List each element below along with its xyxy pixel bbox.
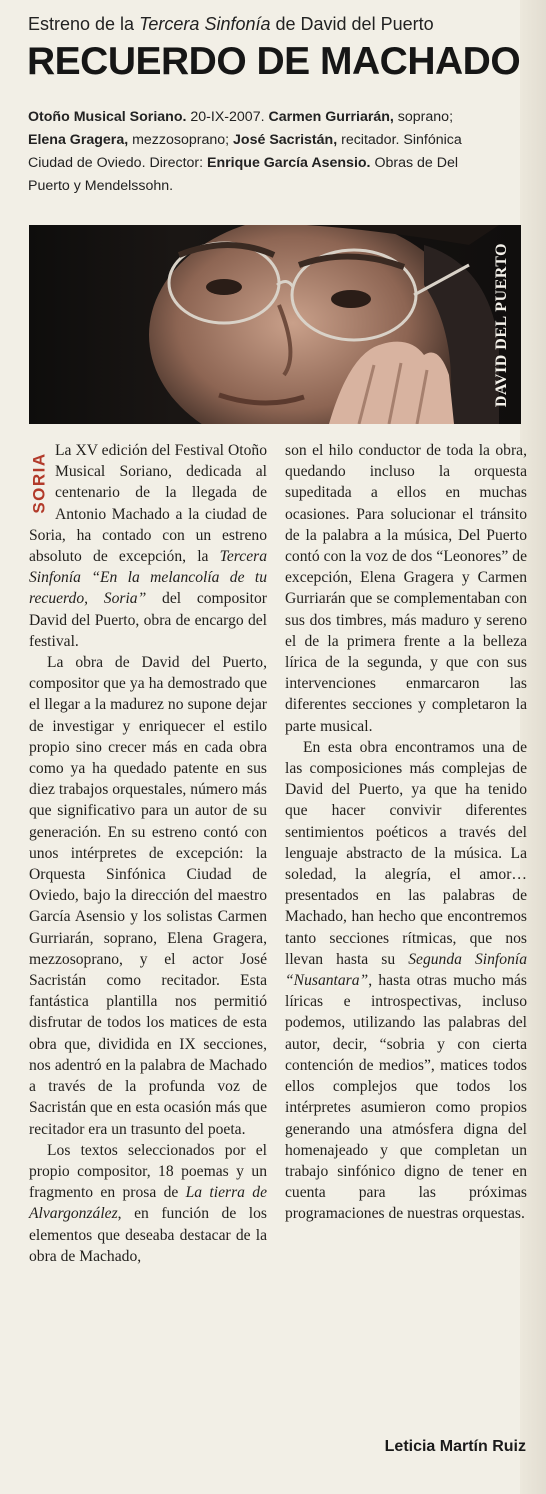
credit-soprano: Carmen Gurriarán, [268,109,394,125]
author-signature: Leticia Martín Ruiz [384,1438,526,1455]
paragraph [29,440,267,652]
text-run: En esta obra encontramos una de las composiciones más complejas de David del Puerto, ya que ha tenido que hacer convivir diferentes sentimientos poéticos a través del lenguaje abstracto de la música. La soledad, la alegría, el amor… presentados en las palabras de Machado, han hecho que encontremos tanto secciones rítmicas, que nos llevan hasta su [285,738,527,968]
credit-reciter: José Sacristán, [233,132,338,148]
paragraph [29,1140,267,1267]
photo-caption [489,225,515,424]
left-column [29,440,267,1267]
article-kicker [28,14,434,35]
credit-program: Obras de Del Puerto y Mendelssohn. [28,155,459,194]
credit-role: soprano; [393,109,454,125]
credit-festival: Otoño Musical Soriano. [28,109,187,125]
concert-credits [28,106,480,198]
credit-role: recitador. Sinfónica Ciudad de Oviedo. Director: [28,132,462,171]
section-tag-text: SORIA [30,452,49,514]
text-run: Los textos seleccionados por el propio compositor, 18 poemas y un fragmento en prosa de [29,1141,267,1202]
text-run: , en función de los elementos que deseaba destacar de la obra de Machado, [29,1205,267,1265]
article-headline: RECUERDO DE MACHADO [27,40,521,83]
text-run: La XV edición del Festival Otoño Musical Soriano, dedicada al centenario de la llegada de Antonio Machado a la ciudad de Soria, ha contado con un estreno absoluto de excepción, la [29,442,267,566]
photo-caption-text: DAVID DEL PUERTO [493,242,510,407]
work-title: Segunda Sinfonía “Nusantara” [285,950,527,990]
paragraph: son el hilo conductor de toda la obra, quedando incluso la orquesta supeditada a ellos en muchas ocasiones. Para solucionar el tránsito de la palabra a la música, Del Puerto contó con la voz de dos “Leonores” de excepción, Elena Gragera y Carmen Gurriarán que se complementaban con sus dos timbres, más maduro y sereno el de la primera frente a la belleza lírica de la segunda, y que con sus intervenciones enmarcaron las diferentes secciones y completaron la parte musical. [285,442,527,735]
paragraph: La obra de David del Puerto, compositor que ya ha demostrado que el llegar a la madurez no supone dejar de investigar y enriquecer el estilo propio sino crecer más en cada obra como ya ha quedado patente en sus diez trabajos orquestales, número más que significativo para un autor de su generación. En su estreno contó con unos intérpretes de excepción: la Orquesta Sinfónica Ciudad de Oviedo, bajo la dirección del maestro García Asensio y los solistas Carmen Gurriarán, soprano, Elena Gragera, mezzosoprano, y el actor José Sacristán como recitador. Esta fantástica plantilla nos permitió disfrutar de todos los matices de esta obra que, dividida en IX secciones, nos adentró en la palabra de Machado a través de la profunda voz de Sacristán que en esta ocasión más que recitador era un trasunto del poeta. [29,654,267,1138]
text-run: , hasta otras mucho más líricas e introspectivas, incluso podemos, utilizando las palabras del autor, decir, “sobria y con cierta contención de medios”, matices todos ellos complejos que todos los intérpretes asumieron como propios generando una atmósfera digna del homenajeado y que completan un trabajo sinfónico digno de tener en cuenta para las próximas programaciones de nuestras orquestas. [285,972,527,1223]
right-column [285,440,527,1225]
credit-role: mezzosoprano; [128,132,234,148]
credit-conductor: Enrique García Asensio. [207,155,371,171]
work-title: La tierra de Alvargonzález [29,1184,267,1223]
kicker-composer: de David del Puerto [270,14,434,34]
section-tag-space [29,440,55,522]
portrait-image [29,225,521,424]
kicker-work-title: Tercera Sinfonía [139,14,271,34]
composer-photo [29,225,521,424]
credit-mezzo: Elena Gragera, [28,132,129,148]
credit-date: 20-IX-2007. [186,109,269,125]
work-title: Tercera Sinfonía “En la melancolía de tu recuerdo, Soria” [29,548,267,608]
paragraph [285,737,527,1225]
kicker-text: Estreno de la [28,14,140,34]
text-run: del compositor David del Puerto, obra de encargo del festival. [29,590,267,650]
